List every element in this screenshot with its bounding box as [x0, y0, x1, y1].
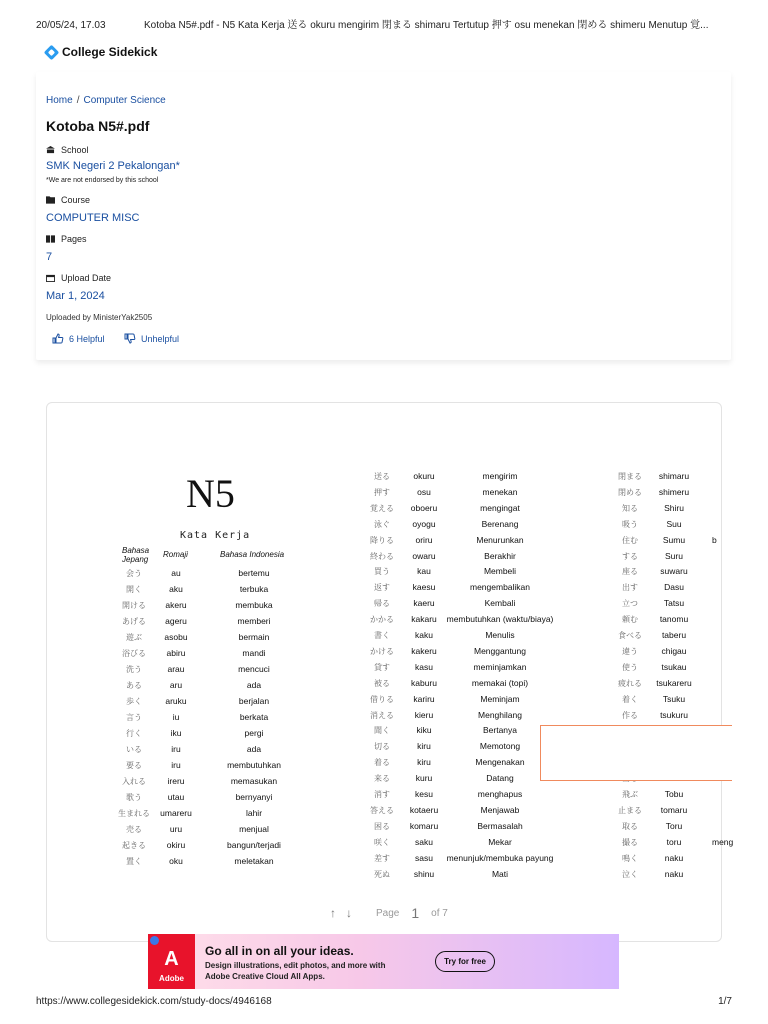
vocab-romaji: oriru	[415, 534, 433, 545]
adobe-brand-text: Adobe	[159, 974, 184, 983]
vocab-row	[0, 598, 768, 612]
vocab-row	[0, 853, 768, 867]
vocab-romaji: kaburu	[411, 677, 437, 688]
vocab-japanese: 飛ぶ	[622, 790, 638, 799]
vocab-japanese: 行く	[126, 729, 142, 738]
vocab-romaji: iru	[171, 744, 181, 754]
document-heading: N5	[186, 471, 235, 516]
folder-icon	[46, 196, 55, 204]
school-link[interactable]: SMK Negeri 2 Pekalongan*	[46, 160, 180, 172]
current-page[interactable]: 1	[411, 905, 420, 921]
document-subheading: Kata Kerja	[180, 530, 251, 541]
breadcrumb-category[interactable]: Computer Science	[83, 95, 166, 106]
adobe-logo-glyph-icon: A	[164, 948, 179, 970]
vocab-romaji: shimaru	[658, 471, 690, 481]
vocab-romaji: uru	[169, 824, 183, 834]
vocab-row	[0, 471, 768, 485]
vocab-romaji: arau	[167, 664, 185, 674]
vocab-indonesian: menghapus	[477, 789, 523, 799]
vocab-row	[0, 566, 768, 580]
vocab-row	[0, 535, 768, 549]
vocab-indonesian: lahir	[245, 808, 263, 818]
vocab-japanese: かかる	[370, 615, 394, 625]
college-sidekick-logo-icon	[44, 44, 60, 60]
vocab-indonesian: meminjamkan	[473, 661, 527, 672]
school-label-text: School	[61, 145, 89, 155]
vocab-romaji: Sumu	[662, 534, 686, 545]
vocab-romaji: shimeru	[658, 486, 690, 497]
brand[interactable]	[46, 45, 157, 59]
vocab-romaji: kariru	[413, 693, 435, 704]
vocab-row	[0, 551, 768, 565]
ad-choices-icon[interactable]	[150, 936, 159, 945]
vocab-row	[0, 582, 768, 596]
uploaded-by: Uploaded by MinisterYak2505	[46, 313, 153, 322]
vocab-romaji: okiru	[166, 840, 186, 850]
vocab-indonesian: ada	[246, 744, 262, 754]
page-total: of 7	[431, 907, 448, 919]
vocab-indonesian: Menulis	[485, 630, 515, 640]
vocab-indonesian: Meminjam	[480, 693, 520, 704]
vocab-indonesian: bangun/terjadi	[227, 840, 281, 850]
vocab-indonesian: Bermasalah	[477, 820, 523, 831]
vocab-romaji: tomaru	[660, 804, 688, 815]
ad-headline: Go all in on all your ideas.	[205, 944, 354, 958]
vocab-japanese: 聞く	[374, 726, 390, 736]
vocab-indonesian: ada	[246, 680, 262, 690]
vocab-japanese: 食べる	[618, 631, 642, 640]
school-disclaimer: *We are not endorsed by this school	[46, 177, 159, 184]
page-label: Page	[376, 907, 400, 919]
print-header	[36, 16, 732, 31]
vocab-row	[0, 837, 768, 851]
vocab-indonesian: membutuhkan (waktu/biaya)	[446, 614, 554, 625]
vocab-indonesian: Mati	[491, 868, 509, 879]
column-header-romaji: Romaji	[163, 550, 188, 559]
vocab-japanese: 終わる	[370, 551, 394, 561]
vocab-romaji: tanomu	[659, 614, 689, 625]
vocab-japanese: 会う	[126, 569, 142, 578]
adobe-advertisement[interactable]	[148, 934, 619, 989]
vocab-japanese: 歩く	[126, 697, 142, 706]
vocab-japanese: 差す	[374, 853, 390, 863]
vocab-japanese: 吸う	[622, 519, 638, 529]
breadcrumb-home[interactable]: Home	[46, 95, 73, 106]
vocab-romaji: owaru	[412, 550, 436, 561]
breadcrumb	[46, 95, 166, 106]
vocab-romaji: kotaeru	[409, 804, 439, 815]
vocab-japanese: 入れる	[122, 777, 146, 786]
vocab-japanese: 覚える	[370, 503, 394, 513]
vocab-japanese: 遊ぶ	[126, 633, 142, 642]
vocab-romaji: kakeru	[411, 645, 437, 656]
vocab-indonesian: menunjuk/membuka payung	[446, 852, 554, 863]
upload-date-value: Mar 1, 2024	[46, 290, 105, 302]
text-selection-overlay	[540, 725, 732, 781]
school-label	[46, 145, 89, 155]
vocab-row	[0, 678, 768, 692]
vocab-japanese: する	[622, 551, 638, 561]
vocab-romaji: oboeru	[410, 502, 438, 513]
vocab-romaji: Suu	[666, 518, 682, 529]
vocab-indonesian: Kembali	[484, 598, 516, 609]
vocab-indonesian: Memotong	[479, 741, 521, 752]
thumbs-down-icon	[124, 333, 136, 344]
page-navigator	[330, 905, 448, 921]
pages-label	[46, 234, 87, 244]
unhelpful-button[interactable]	[124, 333, 179, 344]
vocab-romaji: suwaru	[660, 566, 688, 577]
vocab-japanese: 着く	[622, 694, 638, 704]
vocab-japanese: 着る	[374, 758, 390, 768]
page-title: Kotoba N5#.pdf	[46, 118, 150, 134]
helpful-label: 6 Helpful	[69, 333, 105, 344]
vocab-romaji: shinu	[413, 868, 435, 879]
vocab-indonesian: Menjawab	[480, 804, 520, 815]
vocab-japanese: 泳ぐ	[374, 519, 390, 529]
print-page-number: 1/7	[718, 996, 732, 1007]
vocab-japanese: 切る	[374, 742, 390, 752]
vocab-romaji: tsukareru	[656, 677, 692, 688]
vocab-japanese: 咲く	[374, 837, 390, 847]
vocab-japanese: 売る	[126, 825, 142, 834]
vocab-japanese: 書く	[374, 631, 390, 640]
vocab-japanese: あげる	[122, 617, 146, 626]
print-title: Kotoba N5#.pdf - N5 Kata Kerja 送る okuru mengirim 閉まる shimaru Tertutup 押す osu menekan 閉める shimeru Menutup 覚...	[144, 20, 709, 31]
vocab-japanese: 開く	[126, 585, 142, 594]
vocab-japanese: 借りる	[370, 694, 394, 704]
vocab-indonesian: mencuci	[238, 664, 270, 674]
vocab-romaji: kesu	[415, 789, 433, 799]
vocab-romaji: oyogu	[412, 518, 436, 529]
vocab-row	[0, 821, 768, 835]
vocab-row	[0, 805, 768, 819]
vocab-indonesian: membuka	[235, 600, 273, 610]
vocab-japanese: 返す	[374, 583, 390, 593]
breadcrumb-separator: /	[76, 95, 80, 106]
vocab-japanese: 消える	[370, 710, 394, 720]
vocab-indonesian: Menggantung	[474, 645, 526, 656]
unhelpful-label: Unhelpful	[141, 333, 180, 344]
vocab-indonesian: Mengenakan	[475, 757, 525, 768]
vocab-romaji: Suru	[665, 550, 683, 561]
vocab-romaji: saku	[415, 836, 433, 847]
vocab-romaji: tsukau	[661, 661, 687, 672]
vocab-romaji: akeru	[165, 600, 187, 610]
vocab-japanese: 作る	[622, 710, 638, 720]
vocab-romaji: iu	[172, 712, 180, 722]
vocab-japanese: 押す	[374, 487, 390, 497]
vocab-japanese: 座る	[622, 567, 638, 577]
vocab-romaji: naku	[664, 868, 684, 879]
vocab-romaji: sasu	[415, 852, 433, 863]
previous-page-arrow-icon[interactable]: ↑	[330, 906, 336, 920]
vocab-japanese: 貸す	[374, 662, 390, 672]
vocab-romaji: kakaru	[411, 614, 437, 625]
vocab-romaji: Shiru	[664, 502, 684, 513]
thumbs-up-icon	[52, 333, 64, 344]
column-header-indonesian: Bahasa Indonesia	[220, 550, 285, 559]
vocab-japanese: 降りる	[370, 535, 394, 545]
vocab-japanese: いる	[126, 745, 142, 754]
vocab-indonesian: terbuka	[239, 584, 269, 594]
vocab-japanese: 要る	[126, 761, 142, 770]
vocab-japanese: 生まれる	[118, 809, 150, 818]
vocab-japanese: 死ぬ	[374, 869, 390, 879]
brand-name: College Sidekick	[62, 45, 158, 59]
vocab-romaji: kieru	[414, 709, 434, 720]
vocab-romaji: aru	[169, 680, 183, 690]
course-link[interactable]: COMPUTER MISC	[46, 212, 140, 224]
vocab-romaji: asobu	[164, 632, 188, 642]
vocab-indonesian: meletakan	[234, 856, 274, 866]
vocab-indonesian: Berenang	[481, 518, 519, 529]
course-label-text: Course	[61, 195, 91, 205]
vocab-japanese: 来る	[374, 774, 390, 784]
vocab-row	[0, 694, 768, 708]
vocab-japanese: 起きる	[122, 841, 146, 850]
vocab-japanese: 開ける	[122, 601, 146, 610]
vocab-romaji: taberu	[661, 630, 687, 640]
vocab-row	[0, 519, 768, 533]
vocab-indonesian: mengirim	[482, 471, 518, 481]
pages-value: 7	[46, 251, 53, 263]
vocab-japanese: 洗う	[126, 665, 142, 674]
vocab-romaji: aruku	[165, 696, 187, 706]
vocab-romaji: kaesu	[412, 582, 436, 593]
vocab-indonesian: pergi	[244, 728, 264, 738]
vocab-indonesian: b	[712, 534, 717, 545]
vocab-japanese: 買う	[374, 567, 390, 577]
vocab-indonesian: Membeli	[483, 566, 517, 577]
vocab-indonesian: Bertanya	[482, 725, 518, 736]
vocab-japanese: ある	[126, 681, 142, 690]
vocab-indonesian: menekan	[482, 486, 518, 497]
vocab-romaji: Tsuku	[662, 693, 686, 704]
vocab-romaji: umareru	[160, 808, 192, 818]
vocab-indonesian: bertemu	[238, 568, 270, 578]
vocab-japanese: 撮る	[622, 837, 638, 847]
vocab-row	[0, 630, 768, 644]
vocab-romaji: ageru	[165, 616, 187, 626]
vocab-japanese: 言う	[126, 713, 142, 722]
vocab-indonesian: memberi	[237, 616, 271, 626]
vocab-indonesian: Datang	[486, 773, 514, 784]
ad-cta-button[interactable]: Try for free	[435, 951, 495, 972]
vocab-romaji: utau	[167, 792, 185, 802]
print-footer	[36, 996, 732, 1007]
vocab-indonesian: memakai (topi)	[471, 677, 529, 688]
vocab-japanese: 知る	[622, 503, 638, 513]
vocab-japanese: 閉まる	[618, 472, 642, 481]
vocab-japanese: 住む	[622, 535, 638, 545]
vocab-romaji: toru	[666, 836, 682, 847]
vocab-romaji: oku	[169, 856, 183, 866]
vocab-indonesian: Berakhir	[484, 550, 516, 561]
vocab-romaji: kiru	[417, 741, 431, 752]
vocab-japanese: 立つ	[622, 599, 638, 609]
vocab-indonesian: berjalan	[238, 696, 270, 706]
vocab-indonesian: bernyanyi	[235, 792, 273, 802]
upload-date-label-text: Upload Date	[61, 273, 112, 283]
vocab-row	[0, 614, 768, 628]
vocab-indonesian: mengembalikan	[469, 582, 531, 593]
vocab-japanese: 困る	[374, 821, 390, 831]
print-datetime: 20/05/24, 17.03	[36, 20, 106, 31]
vocab-japanese: 被る	[374, 678, 390, 688]
vocab-romaji: abiru	[166, 648, 186, 658]
vocab-romaji: naku	[664, 852, 684, 863]
vocab-row	[0, 487, 768, 501]
vocab-romaji: aku	[169, 584, 183, 594]
vocab-romaji: Tobu	[664, 789, 684, 799]
vocab-row	[0, 789, 768, 803]
vocab-indonesian: Menghilang	[478, 709, 522, 720]
vocab-indonesian: bermain	[238, 632, 270, 642]
helpful-button[interactable]	[52, 333, 105, 344]
vocab-row	[0, 869, 768, 883]
vocab-romaji: Dasu	[664, 582, 684, 593]
book-icon	[46, 235, 55, 243]
upload-date-label	[46, 273, 111, 283]
calendar-icon	[46, 274, 55, 282]
vocab-japanese: 浴びる	[122, 649, 146, 658]
vocab-japanese: 送る	[374, 472, 390, 481]
vocab-romaji: Toru	[665, 820, 683, 831]
vocab-japanese: 歌う	[126, 793, 142, 802]
vocab-japanese: 閉める	[618, 487, 642, 497]
column-header-japanese: Bahasa Jepang	[122, 546, 150, 564]
vocab-indonesian: menjual	[239, 824, 269, 834]
vocab-japanese: 消す	[374, 790, 390, 799]
vocab-row	[0, 646, 768, 660]
vocab-romaji: kaku	[415, 630, 433, 640]
vocab-romaji: kaeru	[413, 598, 435, 609]
vocab-row	[0, 662, 768, 676]
vocab-japanese: 違う	[622, 646, 638, 656]
vocab-japanese: 使う	[622, 662, 638, 672]
vocab-romaji: okuru	[413, 471, 435, 481]
vocab-japanese: 泣く	[622, 869, 638, 879]
vocab-japanese: 頼む	[622, 615, 638, 625]
vocab-indonesian: Mekar	[488, 836, 512, 847]
ad-body: Design illustrations, edit photos, and more with Adobe Creative Cloud All Apps.	[205, 961, 386, 981]
vocab-japanese: 疲れる	[618, 678, 642, 688]
vocab-japanese: 答える	[370, 805, 394, 815]
vocab-japanese: かける	[370, 646, 394, 656]
vocab-indonesian: meng	[712, 836, 734, 847]
vocab-japanese: 置く	[126, 857, 142, 866]
vocab-romaji: osu	[417, 486, 431, 497]
vocab-japanese: 出す	[622, 583, 638, 593]
vocab-japanese: 取る	[622, 821, 638, 831]
print-url: https://www.collegesidekick.com/study-docs/4946168	[36, 996, 272, 1007]
vocab-romaji: kau	[417, 566, 431, 577]
vocab-romaji: kiru	[417, 757, 431, 768]
vocab-romaji: tsukuru	[660, 709, 688, 720]
vocab-romaji: kuru	[415, 773, 433, 784]
vocab-japanese: 鳴く	[622, 853, 638, 863]
pages-label-text: Pages	[61, 234, 87, 244]
vocab-indonesian: membutuhkan	[227, 760, 281, 770]
vocab-romaji: chigau	[661, 645, 687, 656]
vocab-romaji: iru	[171, 760, 181, 770]
vocab-indonesian: Menurunkan	[476, 534, 524, 545]
vocab-romaji: kiku	[416, 725, 432, 736]
next-page-arrow-icon[interactable]: ↓	[346, 906, 352, 920]
vocab-romaji: komaru	[409, 820, 439, 831]
vocab-romaji: Tatsu	[663, 598, 685, 609]
vocab-row	[0, 503, 768, 517]
vocab-romaji: au	[171, 568, 181, 578]
vocab-romaji: kasu	[415, 661, 433, 672]
vocab-japanese: 止まる	[618, 805, 642, 815]
vocab-romaji: ireru	[167, 776, 185, 786]
vocab-indonesian: mandi	[242, 648, 266, 658]
vocab-indonesian: memasukan	[230, 776, 278, 786]
vocab-indonesian: mengingat	[480, 502, 520, 513]
vocab-japanese: 帰る	[374, 599, 390, 609]
school-icon	[46, 146, 55, 154]
vocab-indonesian: berkata	[239, 712, 269, 722]
vocab-row	[0, 710, 768, 724]
course-label	[46, 195, 90, 205]
vocab-romaji: iku	[170, 728, 182, 738]
